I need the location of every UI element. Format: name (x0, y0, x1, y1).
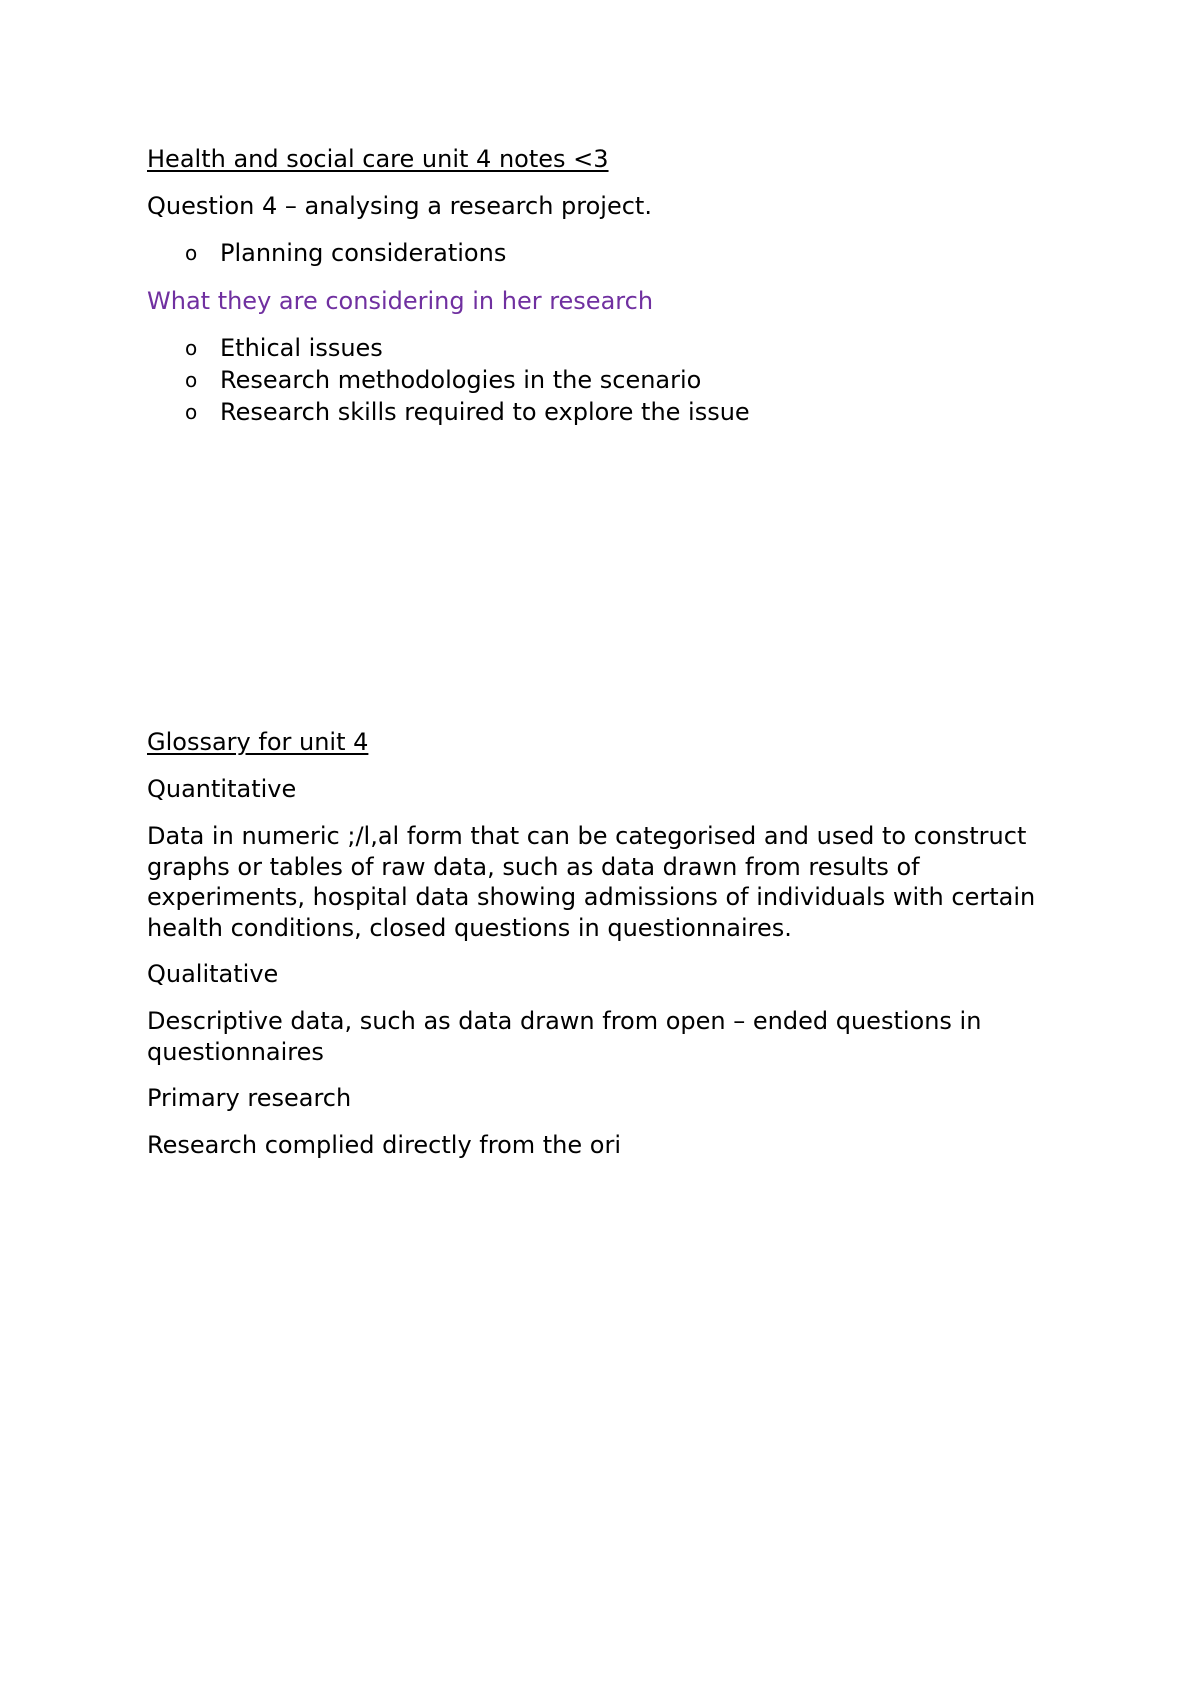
glossary-term: Qualitative (147, 960, 279, 988)
glossary-definition (147, 821, 1077, 943)
bullet-icon: o (185, 400, 198, 424)
bullet-icon: o (185, 336, 198, 360)
glossary-definition (147, 1006, 1077, 1067)
question-heading: Question 4 – analysing a research project. (147, 192, 652, 220)
bullet-icon: o (185, 241, 198, 265)
list-item-text: Research methodologies in the scenario (220, 366, 702, 394)
glossary-term: Quantitative (147, 775, 297, 803)
glossary-title: Glossary for unit 4 (147, 728, 369, 756)
section-heading: What they are considering in her research (147, 287, 654, 315)
definition-line: Data in numeric ;/l,al form that can be categorised and used to construct (147, 822, 1027, 850)
definition-line: questionnaires (147, 1037, 324, 1066)
definition-line: graphs or tables of raw data, such as data drawn from results of (147, 852, 920, 881)
document-title: Health and social care unit 4 notes <3 (147, 145, 609, 173)
list-item-text: Research skills required to explore the issue (220, 398, 750, 426)
glossary-term: Primary research (147, 1084, 352, 1112)
glossary-definition (147, 1130, 1077, 1161)
definition-line: experiments, hospital data showing admissions of individuals with certain (147, 883, 1036, 911)
definition-line: Research complied directly from the ori (147, 1131, 621, 1159)
bullet-icon: o (185, 368, 198, 392)
definition-line: health conditions, closed questions in questionnaires. (147, 913, 792, 942)
list-item-text: Planning considerations (220, 239, 507, 267)
list-item-text: Ethical issues (220, 334, 383, 362)
definition-line: Descriptive data, such as data drawn from open – ended questions in (147, 1007, 982, 1035)
